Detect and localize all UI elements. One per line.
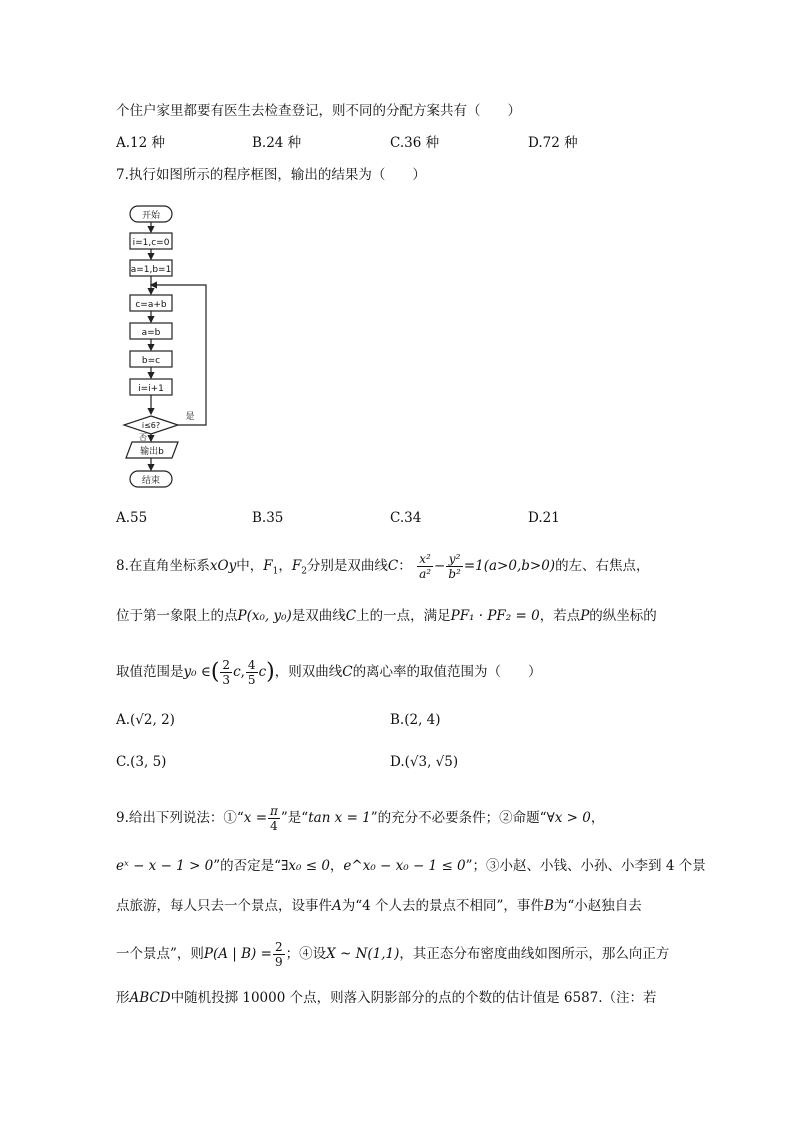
flow-step4-label: i=i+1: [138, 384, 164, 394]
q7-flowchart: [118, 200, 218, 500]
q9-line-5: 形ABCD中随机投掷 10000 个点，则落入阴影部分的点的个数的估计值是 6587.（注：若: [116, 990, 657, 1006]
q8-option-a: A.(√2, 2): [116, 712, 175, 728]
q9-line-2: eˣ − x − 1 > 0”的否定是“∃x₀ ≤ 0，e^x₀ − x₀ − 1 ≤ 0”；③小赵、小钱、小孙、小李到 4 个景: [116, 858, 706, 874]
q6-option-d: D.72 种: [528, 135, 578, 151]
flow-start-label: 开始: [141, 211, 161, 221]
flow-no-label: 否: [139, 433, 147, 442]
flow-step2-label: a=b: [141, 328, 161, 338]
q6-option-b: B.24 种: [252, 135, 302, 151]
q6-option-a: A.12 种: [116, 135, 166, 151]
flow-output-label: 输出b: [140, 447, 164, 457]
q6-stem-tail: 个住户家里都要有医生去检查登记，则不同的分配方案共有（ ）: [116, 103, 521, 119]
flow-step1-label: c=a+b: [135, 300, 167, 310]
q7-option-a: A.55: [116, 510, 148, 526]
q8-line-3: 取值范围是y₀ ∈( $\frac{2}{3}$ c, $\frac{4}{5}$ c)，则双曲线C的离心率的取值范围为（ ）: [116, 658, 542, 687]
q8-line-2: 位于第一象限上的点P(x₀, y₀)是双曲线C上的一点，满足PF₁ · PF₂ = 0，若点P的纵坐标的: [116, 608, 657, 624]
flow-init1-label: i=1,c=0: [132, 238, 170, 248]
flow-yes-label: 是: [185, 412, 195, 422]
flow-init2-label: a=1,b=1: [130, 265, 172, 275]
flow-step3-label: b=c: [141, 356, 161, 366]
q8-frac-x2a2: $\frac{\text{x²}}{\text{a²}}$: [419, 552, 432, 581]
q8-line-1: 8.在直角坐标系xOy中，$F_1$，$F_2$分别是双曲线C： $\frac{\text{x²}}{\text{a²}}$ − $\frac{\text{y²}}{\text{b²}}$ =1(a>0,b>0)的左、右焦点，: [116, 552, 650, 581]
q6-option-c: C.36 种: [390, 135, 440, 151]
q9-line-1: 9.给出下列说法：①“x = $\frac{\pi}{4}$ ”是“tan x = 1”的充分不必要条件；②命题“∀x > 0，: [116, 804, 605, 833]
q8-option-c: C.(3, 5): [116, 754, 167, 770]
q8-frac-y2b2: $\frac{\text{y²}}{\text{b²}}$: [448, 552, 461, 581]
q8-option-b: B.(2, 4): [390, 712, 441, 728]
q9-line-4: 一个景点”，则P(A | B) = $\frac{2}{9}$ ；④设X ~ N(1,1)，其正态分布密度曲线如图所示，那么向正方: [116, 940, 670, 969]
q7-option-c: C.34: [390, 510, 422, 526]
flow-cond-label: i≤6?: [141, 421, 161, 430]
q7-option-b: B.35: [252, 510, 284, 526]
flow-end-label: 结束: [141, 476, 161, 486]
q7-stem: 7.执行如图所示的程序框图，输出的结果为（ ）: [116, 167, 426, 183]
q9-line-3: 点旅游，每人只去一个景点，设事件A为“4 个人去的景点不相同”，事件B为“小赵独自去: [116, 898, 642, 914]
q8-option-d: D.(√3, √5): [390, 754, 459, 770]
q7-option-d: D.21: [528, 510, 560, 526]
